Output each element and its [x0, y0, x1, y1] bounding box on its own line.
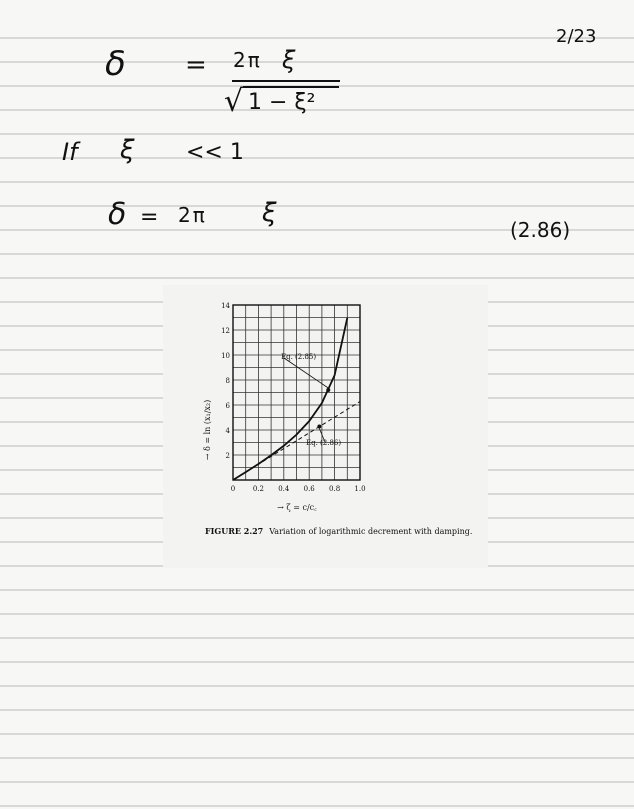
annotation-label-2-86: Eq. (2.86) — [306, 439, 342, 447]
y-tick-label: 2 — [225, 452, 230, 460]
y-axis-label: → δ = ln (x₁/x₂) — [203, 399, 212, 461]
numerator: 2π — [233, 48, 262, 72]
equation-number: (2.86) — [510, 218, 571, 242]
y-tick-label: 10 — [221, 352, 230, 360]
page-number: 2/23 — [556, 26, 597, 47]
pasted-figure — [163, 285, 488, 568]
figure-caption-text: Variation of logarithmic decrement with damping. — [269, 527, 473, 536]
y-tick-label: 6 — [225, 402, 230, 410]
approx-rhs: 2π — [178, 203, 207, 227]
if-condition: << 1 — [186, 140, 244, 165]
y-tick-label: 8 — [225, 377, 230, 385]
delta-symbol-2: δ — [108, 197, 127, 232]
sqrt-bar — [243, 86, 339, 88]
figure-caption-label: FIGURE 2.27 — [205, 526, 264, 536]
sqrt-sign: √ — [224, 84, 244, 119]
numerator-xi: ξ — [282, 46, 296, 74]
y-tick-label: 12 — [221, 327, 230, 335]
x-tick-label: 0.6 — [303, 485, 315, 493]
delta-symbol: δ — [105, 44, 126, 84]
x-tick-label: 0.2 — [252, 485, 264, 493]
approx-rhs-xi: ξ — [262, 198, 277, 228]
x-tick-label: 0.8 — [329, 485, 341, 493]
fraction-bar — [232, 80, 340, 82]
x-tick-label: 1.0 — [354, 485, 366, 493]
figure-caption — [205, 526, 472, 536]
equals-sign-2: = — [140, 205, 159, 230]
annotation-label-2-85: Eq. (2.85) — [281, 353, 317, 361]
damping-chart — [163, 285, 488, 525]
annotation-marker-2-85 — [326, 388, 330, 392]
denominator: 1 − ξ² — [248, 90, 316, 115]
x-tick-label: 0 — [230, 485, 236, 493]
equals-sign: = — [185, 50, 207, 80]
y-tick-label: 14 — [221, 302, 230, 310]
if-xi: ξ — [120, 135, 135, 165]
if-text: If — [62, 138, 78, 166]
y-tick-label: 4 — [225, 427, 230, 435]
x-axis-label: → ζ = c/c꜀ — [277, 503, 317, 512]
x-tick-label: 0.4 — [278, 485, 290, 493]
annotation-marker-2-86 — [317, 425, 321, 429]
